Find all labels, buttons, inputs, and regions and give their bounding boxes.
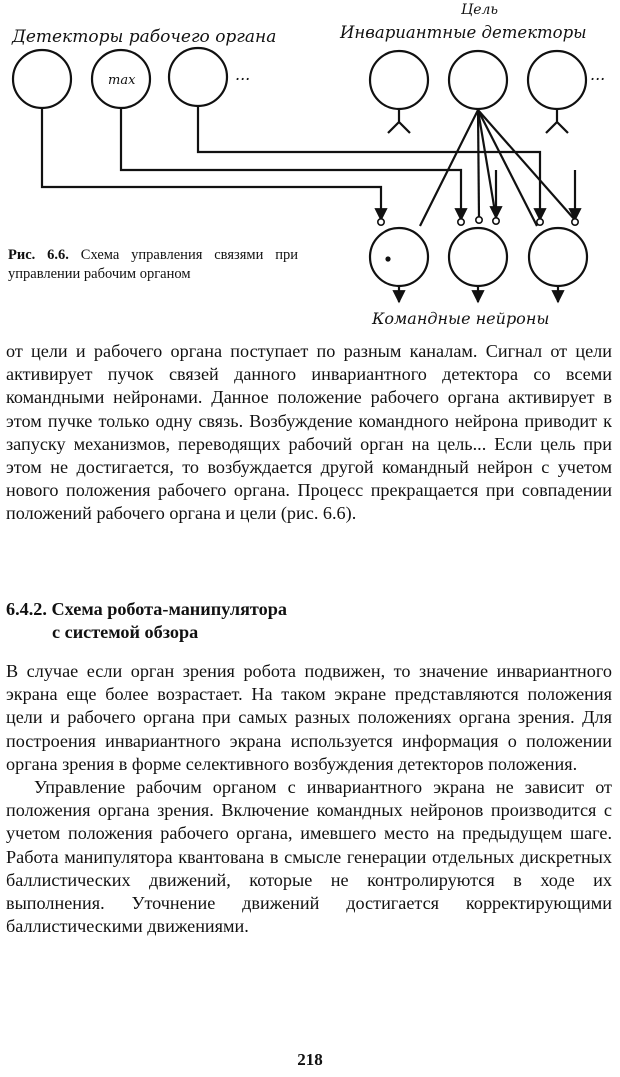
section-body — [6, 660, 612, 938]
caption-text: Схема управления связями при управлении рабочим органом — [8, 247, 298, 282]
detector-circle-1 — [13, 50, 71, 108]
label-goal: Цель — [461, 2, 499, 18]
caption-number: Рис. 6.6. — [8, 247, 69, 263]
command-neuron-3 — [529, 228, 587, 286]
invariant-circle-goal — [449, 51, 507, 109]
heading-line-1: Схема робота-манипулятора — [51, 599, 287, 619]
label-max: max — [108, 73, 136, 88]
detector-circle-3 — [169, 48, 227, 106]
page-number: 218 — [297, 1050, 323, 1069]
neural-control-diagram — [0, 0, 620, 335]
section-heading — [6, 598, 406, 644]
paragraph-1 — [6, 340, 612, 526]
label-working-detectors: Детекторы рабочего органа — [12, 27, 277, 47]
figure-caption — [8, 246, 298, 284]
invariant-circle-3 — [528, 51, 586, 109]
label-invariant-detectors: Инвариантные детекторы — [340, 23, 587, 42]
invariant-circle-1 — [370, 51, 428, 109]
heading-number: 6.4.2. — [6, 599, 47, 619]
label-command-neurons: Командные нейроны — [372, 309, 550, 328]
dots-left: ... — [235, 65, 251, 84]
paragraph-3: Управление рабочим органом с инвариантного экрана не зависит от положения органа зрения. Включение командных нейронов производится с учетом положения рабочего органа, имевшего место на предыдущем шаге. Работа манипулятора квантована в смысле генерации отдельных дискретных баллистических движений, которые не контролируются в ходе их выполнения. Уточнение движений достигается корректирующими баллистическими движениями. — [6, 777, 612, 937]
heading-line-2: с системой обзора — [52, 622, 199, 642]
paragraph-1-text: от цели и рабочего органа поступает по разным каналам. Сигнал от цели активирует пучок связей данного инвариантного детектора со всеми командными нейронами. Данное положение рабочего органа активирует в этом пучке только одну связь. Возбуждение командного нейрона приводит к запуску механизмов, переводящих рабочий орган на цель... Если цель при этом не достигается, то возбуждается другой командный нейрон с учетом нового положения рабочего органа. Процесс прекращается при совпадении положений рабочего органа и цели (рис. 6.6). — [6, 341, 612, 524]
command-neuron-2 — [449, 228, 507, 286]
paragraph-2: В случае если орган зрения робота подвижен, то значение инвариантного экрана еще более возрастает. На таком экране представляются положения цели и рабочего органа при самых разных положениях органа зрения. Для построения инвариантного экрана используется информация о положении органа зрения в форме селективного возбуждения детекторов положения. — [6, 661, 612, 774]
dots-right: ... — [590, 65, 606, 84]
command-neuron-1 — [370, 228, 428, 286]
